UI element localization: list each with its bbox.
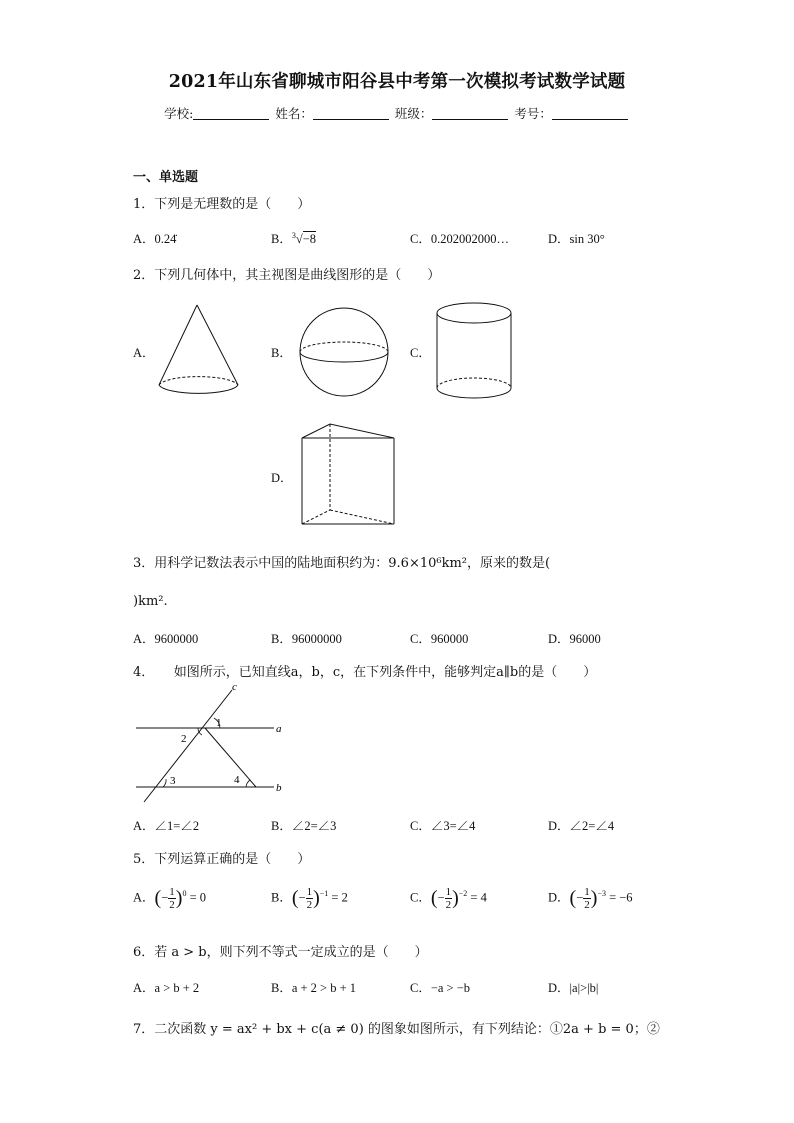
angle-2-label: 2 [181,733,187,745]
class-label: 班级： [394,106,433,121]
question-3-option-a: A．9600000 [133,632,199,646]
radical-sign: √ [295,232,303,246]
angle-3-label: 3 [170,775,176,787]
question-5-stem: 5．下列运算正确的是（ ） [133,852,311,867]
line-b-label: b [276,782,282,794]
question-1-option-b [271,229,316,247]
question-3-stem-continued: )km². [133,594,168,609]
radicand: −8 [302,232,317,246]
question-1-option-d: D．sin 30° [548,232,605,246]
cone-figure [150,300,250,400]
question-4-option-a: A．∠1=∠2 [133,819,200,833]
question-1-stem: 1．下列是无理数的是（ ） [133,197,311,212]
line-c-label: c [232,681,237,693]
option-label: A． [133,890,155,905]
sphere-figure [296,304,392,400]
fraction: $\frac{1}{2}$ [169,886,175,911]
question-6-option-a: A．a > b + 2 [133,981,200,995]
number-blank[interactable] [552,107,628,120]
school-blank[interactable] [193,107,269,120]
question-4-stem: 4． 如图所示，已知直线a，b，c，在下列条件中，能够判定a∥b的是（ ） [133,665,597,680]
question-5-option-d: D．(− $\frac{1}{2}$ )$^{-3}$ = −6 [548,886,633,911]
question-3-option-d: D．96000 [548,632,601,646]
name-blank[interactable] [313,107,389,120]
student-info-line [0,104,794,122]
question-2-option-b: B． [271,346,292,360]
question-1-option-c: C．0.202002000… [410,232,509,246]
question-5-option-b: B．(− $\frac{1}{2}$ )$^{-1}$ = 2 [271,886,348,911]
fraction: $\frac{1}{2}$ [445,886,452,911]
angle-1-label: 1 [216,717,222,729]
question-1-option-a: A．0.24̇ [133,232,177,246]
question-4-option-b: B．∠2=∠3 [271,819,337,833]
question-3-option-b: B．96000000 [271,632,342,646]
fraction: $\frac{1}{2}$ [306,886,313,911]
question-4-option-c: C．∠3=∠4 [410,819,476,833]
question-2-option-c: C． [410,346,431,360]
option-label: B． [271,890,292,905]
option-label: D． [548,890,570,905]
line-a-label: a [276,723,282,735]
angle-4-label: 4 [234,774,240,786]
question-6-option-c: C．−a > −b [410,981,471,995]
parallel-lines-figure [134,681,294,804]
question-2-option-a: A． [133,346,155,360]
cylinder-figure [434,300,516,406]
section-title: 一、单选题 [133,170,199,185]
root-index: 3 [291,230,296,240]
question-3-option-c: C．960000 [410,632,469,646]
page-title: 2021年山东省聊城市阳谷县中考第一次模拟考试数学试题 [168,72,626,92]
question-4-option-d: D．∠2=∠4 [548,819,615,833]
school-label: 学校: [164,106,194,121]
name-label: 姓名： [275,106,313,121]
option-b-prefix: B． [271,232,292,246]
class-blank[interactable] [432,107,508,120]
question-3-stem: 3．用科学记数法表示中国的陆地面积约为：9.6×10⁶km²，原来的数是( [133,556,551,571]
question-2-stem: 2．下列几何体中，其主视图是曲线图形的是（ ） [133,268,441,283]
option-label: C． [410,890,431,905]
number-label: 考号： [514,106,552,121]
question-7-stem: 7．二次函数 y = ax² + bx + c(a ≠ 0) 的图象如图所示，有下列结论：①2a + b = 0；② [133,1022,660,1037]
question-2-option-d: D． [271,471,293,485]
question-6-option-d: D．|a|>|b| [548,981,599,995]
question-6-option-b: B．a + 2 > b + 1 [271,981,357,995]
question-5-option-c: C．(− $\frac{1}{2}$ )$^{-2}$ = 4 [410,886,487,911]
question-5-option-a: A．(− $\frac{1}{2}$ )$^0$ = 0 [133,886,206,911]
prism-figure [298,418,398,530]
fraction: $\frac{1}{2}$ [584,886,590,911]
question-6-stem: 6．若 a > b，则下列不等式一定成立的是（ ） [133,945,428,960]
